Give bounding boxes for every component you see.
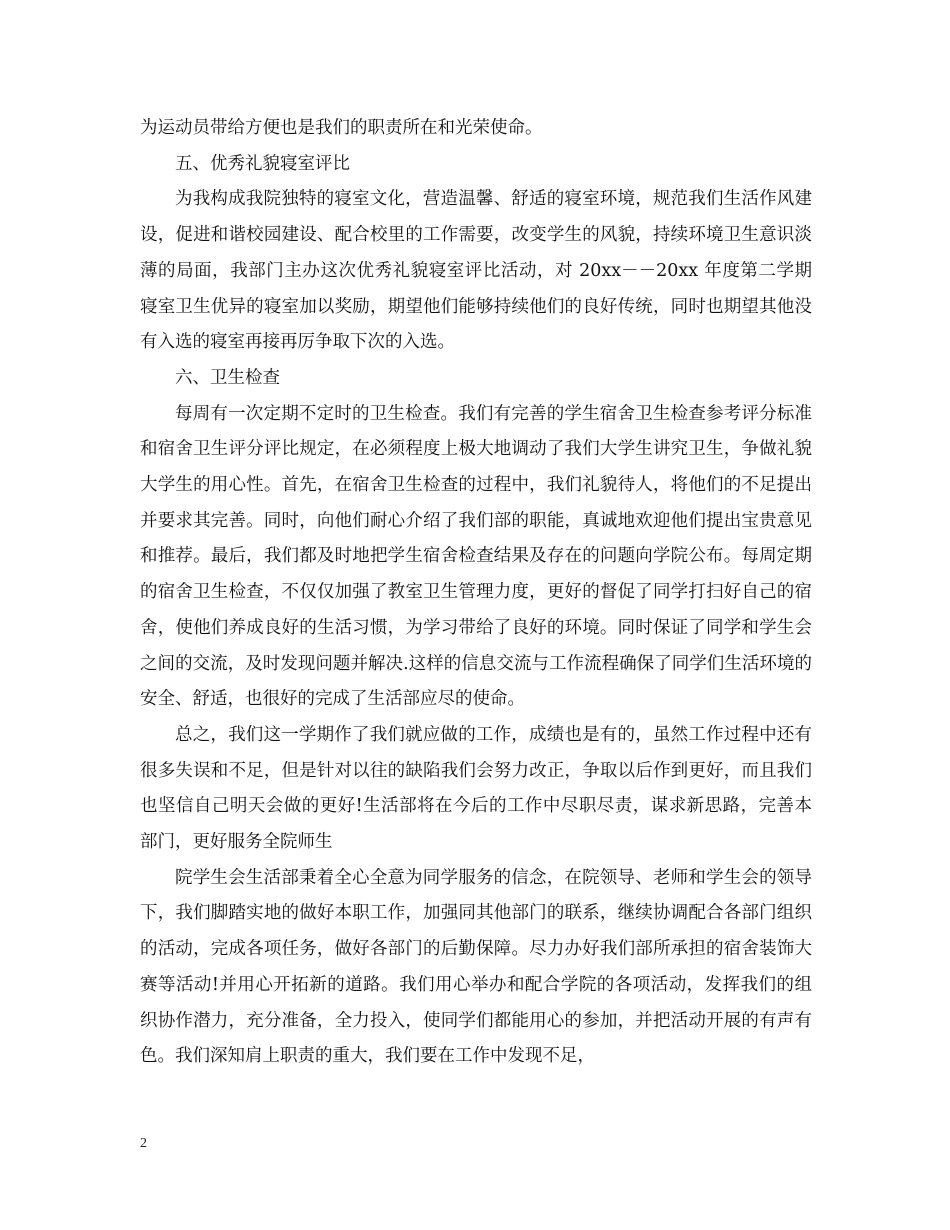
- section-heading-hygiene-check: 六、卫生检查: [175, 367, 280, 388]
- page-number: 2: [140, 1136, 147, 1151]
- paragraph-department-mission: 院学生会生活部秉着全心全意为同学服务的信念，在院领导、老师和学生会的领导下，我们脚踏实地的做好本职工作，加强同其他部门的联系，继续协调配合各部门组织的活动，完成各项任务，做好各部门的后勤保障。尽力办好我们部所承担的宿舍装饰大赛等活动!并用心开拓新的道路。我们用心举办和配合学院的各项活动，发挥我们的组织协作潜力，充分准备，全力投入，使同学们都能用心的参加，并把活动开展的有声有色。我们深知肩上职责的重大，我们要在工作中发现不足，: [140, 867, 812, 1067]
- section-heading-dorm-evaluation: 五、优秀礼貌寝室评比: [175, 153, 350, 174]
- document-body: [140, 111, 812, 1075]
- paragraph-summary: 总之，我们这一学期作了我们就应做的工作，成绩也是有的，虽然工作过程中还有很多失误和不足，但是针对以往的缺陷我们会努力改正，争取以后作到更好，而且我们也坚信自己明天会做的更好!生活部将在今后的工作中尽职尽责，谋求新思路，完善本部门，更好服务全院师生: [140, 724, 812, 853]
- paragraph-dorm-evaluation: 为我构成我院独特的寝室文化，营造温馨、舒适的寝室环境，规范我们生活作风建设，促进和谐校园建设、配合校里的工作需要，改变学生的风貌，持续环境卫生意识淡薄的局面，我部门主办这次优秀礼貌寝室评比活动，对 20xx－－20xx 年度第二学期寝室卫生优异的寝室加以奖励，期望他们能够持续他们的良好传统，同时也期望其他没有入选的寝室再接再厉争取下次的入选。: [140, 189, 812, 353]
- paragraph-continuation: 为运动员带给方便也是我们的职责所在和光荣使命。: [140, 118, 543, 138]
- paragraph-hygiene-check: 每周有一次定期不定时的卫生检查。我们有完善的学生宿舍卫生检查参考评分标准和宿舍卫生评分评比规定，在必须程度上极大地调动了我们大学生讲究卫生，争做礼貌大学生的用心性。首先，在宿舍卫生检查的过程中，我们礼貌待人，将他们的不足提出并要求其完善。同时，向他们耐心介绍了我们部的职能，真诚地欢迎他们提出宝贵意见和推荐。最后，我们都及时地把学生宿舍检查结果及存在的问题向学院公布。每周定期的宿舍卫生检查，不仅仅加强了教室卫生管理力度，更好的督促了同学打扫好自己的宿舍，使他们养成良好的生活习惯，为学习带给了良好的环境。同时保证了同学和学生会之间的交流，及时发现问题并解决.这样的信息交流与工作流程确保了同学们生活环境的安全、舒适，也很好的完成了生活部应尽的使命。: [140, 403, 812, 710]
